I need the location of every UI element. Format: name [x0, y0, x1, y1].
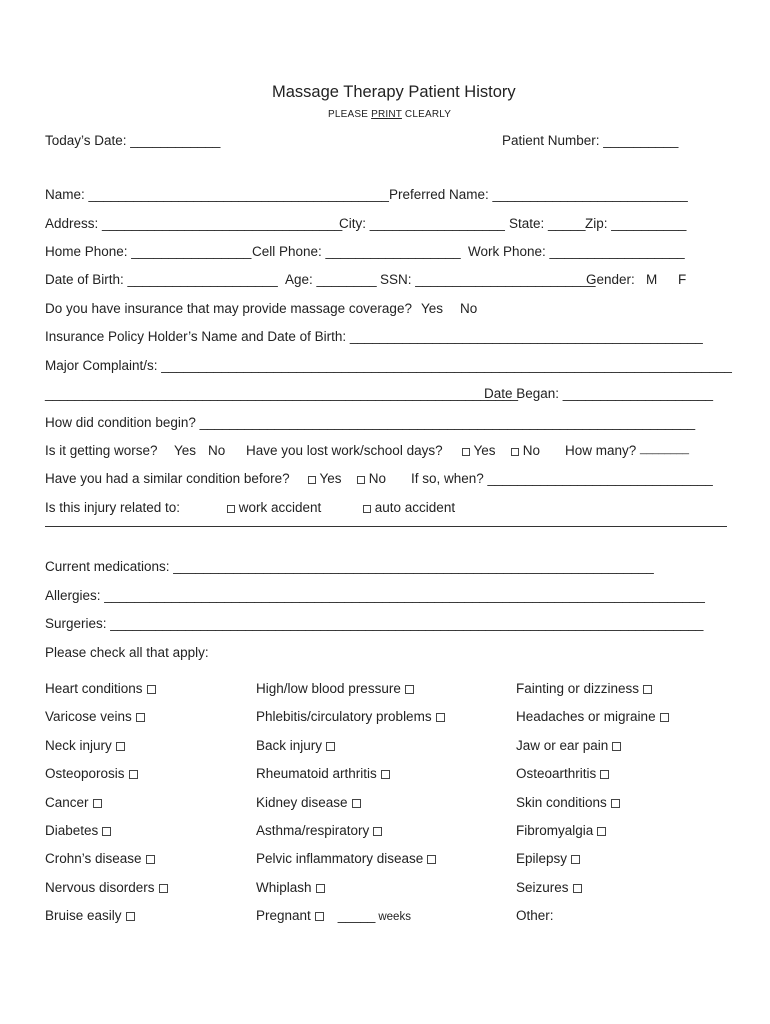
age-field[interactable]: Age: ________	[285, 272, 377, 287]
similar-no-checkbox-icon[interactable]	[357, 476, 365, 484]
condition-item[interactable]	[516, 739, 621, 753]
form-subtitle	[328, 110, 451, 120]
ssn-field[interactable]: SSN: ________________________	[380, 272, 596, 287]
condition-item[interactable]	[516, 881, 582, 895]
check-all-label: Please check all that apply:	[45, 645, 209, 660]
lost-work-no[interactable]	[511, 444, 540, 458]
condition-label: Whiplash	[256, 879, 312, 895]
condition-item[interactable]	[45, 881, 168, 895]
checkbox-icon[interactable]	[136, 713, 145, 722]
condition-label: Nervous disorders	[45, 879, 155, 895]
checkbox-icon[interactable]	[352, 799, 361, 808]
complaint-continuation-line[interactable]: _______________________________________________________________	[45, 386, 519, 401]
condition-label: Back injury	[256, 737, 323, 753]
lost-work-question: Have you lost work/school days?	[246, 443, 443, 458]
checkbox-icon[interactable]	[660, 713, 669, 722]
condition-label: Headaches or migraine	[516, 709, 656, 725]
checkbox-icon[interactable]	[326, 742, 335, 751]
policy-holder-field[interactable]: Insurance Policy Holder’s Name and Date of Birth: _______________________________________________	[45, 329, 703, 344]
condition-item[interactable]	[516, 909, 554, 923]
condition-label: Epilepsy	[516, 851, 568, 867]
insurance-question: Do you have insurance that may provide massage coverage?	[45, 301, 412, 316]
todays-date-field[interactable]: Today’s Date: ____________	[45, 133, 221, 148]
similar-yes[interactable]	[308, 472, 342, 486]
lost-work-yes-checkbox-icon[interactable]	[462, 448, 470, 456]
checkbox-icon[interactable]	[643, 685, 652, 694]
name-field[interactable]: Name: ________________________________________	[45, 187, 389, 202]
condition-label: Osteoporosis	[45, 766, 125, 782]
date-began-field[interactable]: Date Began: ____________________	[484, 386, 713, 401]
lost-work-yes[interactable]	[462, 444, 496, 458]
similar-yes-label: Yes	[319, 471, 342, 486]
condition-item[interactable]	[45, 682, 156, 696]
checkbox-icon[interactable]	[147, 685, 156, 694]
checkbox-icon[interactable]	[405, 685, 414, 694]
condition-label: Pregnant	[256, 908, 311, 924]
condition-item[interactable]	[256, 852, 436, 866]
section-divider	[45, 526, 727, 527]
city-field[interactable]: City: __________________	[339, 216, 505, 231]
checkbox-icon[interactable]	[126, 912, 135, 921]
insurance-yes-option[interactable]: Yes	[421, 301, 444, 316]
getting-worse-question: Is it getting worse?	[45, 443, 158, 458]
lost-work-yes-label: Yes	[473, 443, 496, 458]
form-title: Massage Therapy Patient History	[272, 83, 516, 101]
weeks-label: weeks	[378, 911, 411, 924]
condition-label: Fibromyalgia	[516, 823, 594, 838]
gender-m-option[interactable]: M	[646, 272, 658, 287]
condition-item[interactable]	[256, 824, 382, 838]
work-accident-label: work accident	[238, 500, 322, 515]
auto-accident-checkbox-icon[interactable]	[363, 505, 371, 513]
checkbox-icon[interactable]	[611, 799, 620, 808]
checkbox-icon[interactable]	[316, 884, 325, 893]
condition-label: Diabetes	[45, 823, 99, 838]
work-phone-field[interactable]: Work Phone: __________________	[468, 244, 685, 259]
condition-item[interactable]	[45, 852, 155, 866]
insurance-no-option[interactable]: No	[460, 301, 478, 316]
state-field[interactable]: State: _____	[509, 216, 586, 231]
condition-label: Neck injury	[45, 737, 112, 753]
condition-item[interactable]	[516, 852, 580, 866]
condition-label: Skin conditions	[516, 794, 607, 810]
condition-label: Fainting or dizziness	[516, 681, 640, 696]
if-so-when-field[interactable]: If so, when? ______________________________	[411, 471, 713, 486]
condition-item[interactable]	[516, 796, 620, 810]
condition-item[interactable]	[45, 739, 125, 753]
worse-no-option[interactable]: No	[208, 443, 226, 458]
checkbox-icon[interactable]	[612, 742, 621, 751]
condition-begin-field[interactable]: How did condition begin? __________________________________________________________________	[45, 415, 696, 430]
subtitle-post: CLEARLY	[401, 109, 452, 120]
patient-number-field[interactable]: Patient Number: __________	[502, 133, 679, 148]
checkbox-icon[interactable]	[93, 799, 102, 808]
weeks-field[interactable]: _____	[337, 908, 376, 924]
checkbox-icon[interactable]	[146, 855, 155, 864]
checkbox-icon[interactable]	[116, 742, 125, 751]
condition-label: Pelvic inflammatory disease	[256, 851, 424, 867]
preferred-name-field[interactable]: Preferred Name: __________________________	[389, 187, 688, 202]
home-phone-field[interactable]: Home Phone: ________________	[45, 244, 252, 259]
checkbox-icon[interactable]	[129, 770, 138, 779]
cell-phone-field[interactable]: Cell Phone: __________________	[252, 244, 461, 259]
condition-item[interactable]	[516, 710, 669, 724]
checkbox-icon[interactable]	[381, 770, 390, 779]
lost-work-no-label: No	[522, 443, 541, 458]
condition-label: Asthma/respiratory	[256, 823, 370, 838]
condition-label: Bruise easily	[45, 908, 122, 924]
condition-item[interactable]	[516, 767, 609, 781]
how-many-field[interactable]: ________	[640, 443, 689, 455]
condition-item[interactable]	[45, 824, 111, 838]
condition-item[interactable]	[256, 881, 325, 895]
similar-yes-checkbox-icon[interactable]	[308, 476, 316, 484]
condition-label: Phlebitis/circulatory problems	[256, 709, 432, 725]
condition-label: Kidney disease	[256, 794, 348, 810]
condition-label: Seizures	[516, 879, 569, 895]
how-many-label: How many?	[565, 443, 637, 458]
condition-label: High/low blood pressure	[256, 681, 401, 696]
similar-no[interactable]	[357, 472, 386, 486]
checkbox-icon[interactable]	[597, 827, 606, 836]
dob-field[interactable]: Date of Birth: ____________________	[45, 272, 278, 287]
similar-condition-question: Have you had a similar condition before?	[45, 471, 290, 486]
condition-item[interactable]	[45, 796, 102, 810]
work-accident-option[interactable]	[227, 501, 321, 515]
gender-label: Gender:	[586, 272, 635, 287]
checkbox-icon[interactable]	[600, 770, 609, 779]
subtitle-print: PRINT	[371, 109, 402, 120]
similar-no-label: No	[368, 471, 387, 486]
zip-field[interactable]: Zip: __________	[585, 216, 687, 231]
condition-label: Crohn’s disease	[45, 851, 142, 867]
condition-item[interactable]	[256, 767, 390, 781]
condition-item[interactable]	[256, 682, 414, 696]
condition-item[interactable]	[256, 710, 445, 724]
lost-work-no-checkbox-icon[interactable]	[511, 448, 519, 456]
address-field[interactable]: Address: ________________________________	[45, 216, 343, 231]
checkbox-icon[interactable]	[102, 827, 111, 836]
checkbox-icon[interactable]	[573, 884, 582, 893]
condition-item[interactable]	[45, 767, 138, 781]
condition-label: Heart conditions	[45, 681, 143, 696]
subtitle-pre: PLEASE	[328, 109, 372, 120]
condition-item[interactable]	[256, 796, 361, 810]
checkbox-icon[interactable]	[159, 884, 168, 893]
checkbox-icon[interactable]	[436, 713, 445, 722]
checkbox-icon[interactable]	[373, 827, 382, 836]
condition-item[interactable]	[516, 824, 606, 838]
auto-accident-option[interactable]	[363, 501, 455, 515]
condition-label: Osteoarthritis	[516, 766, 597, 782]
major-complaint-field[interactable]: Major Complaint/s: ____________________________________________________________________________	[45, 358, 732, 373]
checkbox-icon[interactable]	[315, 912, 324, 921]
condition-item[interactable]	[45, 909, 135, 923]
condition-item[interactable]	[516, 682, 652, 696]
surgeries-field[interactable]: Surgeries: _______________________________________________________________________________	[45, 616, 704, 631]
condition-label: Jaw or ear pain	[516, 737, 609, 753]
condition-item[interactable]	[45, 710, 145, 724]
condition-label: Cancer	[45, 794, 89, 810]
condition-item[interactable]	[256, 909, 411, 924]
allergies-field[interactable]: Allergies: ________________________________________________________________________________	[45, 588, 705, 603]
condition-label: Other:	[516, 908, 554, 924]
work-accident-checkbox-icon[interactable]	[227, 505, 235, 513]
worse-yes-option[interactable]: Yes	[174, 443, 197, 458]
condition-label: Varicose veins	[45, 709, 132, 725]
condition-item[interactable]	[256, 739, 335, 753]
medications-field[interactable]: Current medications: ________________________________________________________________	[45, 559, 654, 574]
injury-related-question: Is this injury related to:	[45, 500, 181, 515]
condition-label: Rheumatoid arthritis	[256, 766, 377, 782]
gender-f-option[interactable]: F	[678, 272, 687, 287]
auto-accident-label: auto accident	[374, 500, 456, 515]
checkbox-icon[interactable]	[427, 855, 436, 864]
checkbox-icon[interactable]	[571, 855, 580, 864]
